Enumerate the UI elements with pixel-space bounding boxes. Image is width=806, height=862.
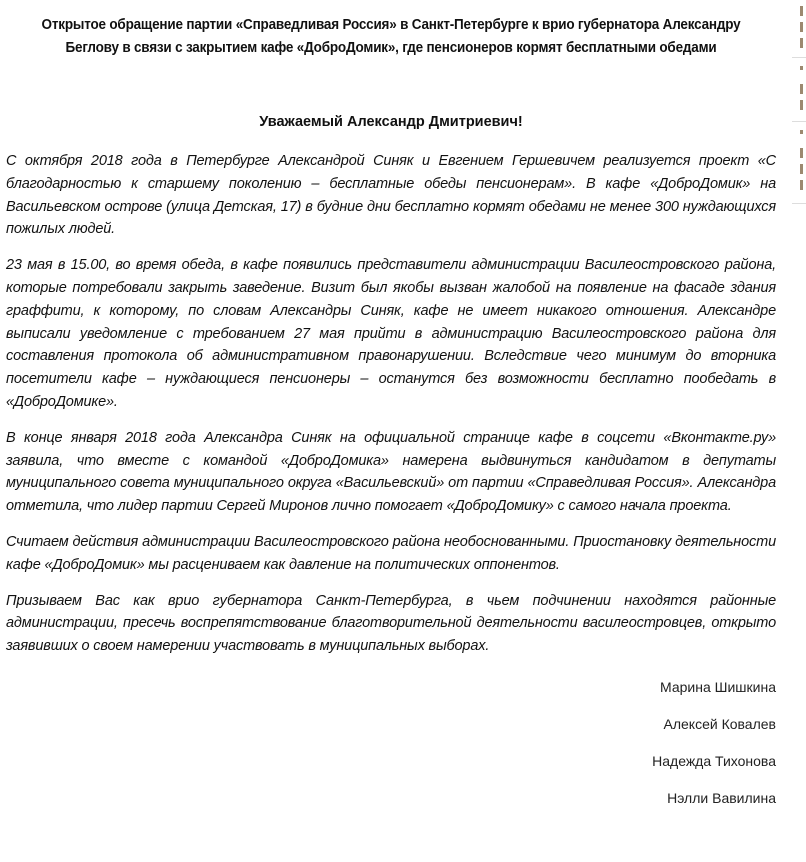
signature: Алексей Ковалев [663, 715, 776, 732]
sidebar-divider [792, 121, 806, 122]
signatures [6, 678, 776, 807]
sidebar-text-fragment [800, 66, 803, 70]
sidebar-divider [792, 57, 806, 58]
signature: Марина Шишкина [660, 678, 776, 695]
sidebar-divider [792, 203, 806, 204]
paragraph: С октября 2018 года в Петербурге Александрой Синяк и Евгением Гершевичем реализуется проект «С благодарностью к старшему поколению – бесплатные обеды пенсионерам». В кафе «ДоброДомик» на Васильевском острове (улица Детская, 17) в будние дни бесплатно кормят обедами не менее 300 нуждающихся пожилых людей. [6, 153, 776, 238]
sidebar-text-fragment [800, 130, 803, 134]
article-title: Открытое обращение партии «Справедливая Россия» в Санкт-Петербурге к врио губернатора Александру Беглову в связи с закрытием кафе «ДоброДомик», где пенсионеров кормят бесплатными обедами [41, 17, 741, 56]
greeting: Уважаемый Александр Дмитриевич! [259, 114, 523, 130]
sidebar-text-fragment [800, 180, 803, 190]
sidebar-text-fragment [800, 164, 803, 174]
paragraph: В конце января 2018 года Александра Синяк на официальной странице кафе в соцсети «Вконтакте.ру» заявила, что вместе с командой «ДоброДомика» намерена выдвинуться кандидатом в депутаты муниципального совета муниципального округа «Васильевский» от партии «Справедливая Россия». Александра отметила, что лидер партии Сергей Миронов лично помогает «ДоброДомику» с самого начала проекта. [6, 429, 776, 515]
sidebar-text-fragment [800, 22, 803, 32]
sidebar-text-fragment [800, 100, 803, 110]
paragraph: Считаем действия администрации Василеостровского района необоснованными. Приостановку деятельности кафе «ДоброДомик» мы расцениваем как давление на политических оппонентов. [6, 533, 776, 573]
sidebar-text-fragment [800, 6, 803, 16]
sidebar-text-fragment [800, 148, 803, 158]
signature: Нэлли Вавилина [667, 789, 776, 806]
sidebar-text-fragment [800, 84, 803, 94]
paragraph: 23 мая в 15.00, во время обеда, в кафе появились представители администрации Василеостровского района, которые потребовали закрыть заведение. Визит был якобы вызван жалобой на появление на фасаде здания граффити, к которому, по словам Александры Синяк, кафе не имеет никакого отношения. Александре выписали уведомление с требованием 27 мая прийти в администрацию Василеостровского района для составления протокола об административном правонарушении. Вследствие чего минимум до вторника посетители кафе – нуждающиеся пенсионеры – останутся без возможности бесплатно пообедать в «ДоброДомике». [6, 257, 776, 410]
article [6, 14, 776, 826]
signature: Надежда Тихонова [652, 752, 776, 769]
sidebar-cutoff [792, 0, 806, 220]
paragraph: Призываем Вас как врио губернатора Санкт-Петербурга, в чьем подчинении находятся районные администрации, пресечь воспрепятствование благотворительной деятельности василеостровцев, открыто заявивших о своем намерении участвовать в муниципальных выборах. [6, 592, 776, 655]
sidebar-text-fragment [800, 38, 803, 48]
